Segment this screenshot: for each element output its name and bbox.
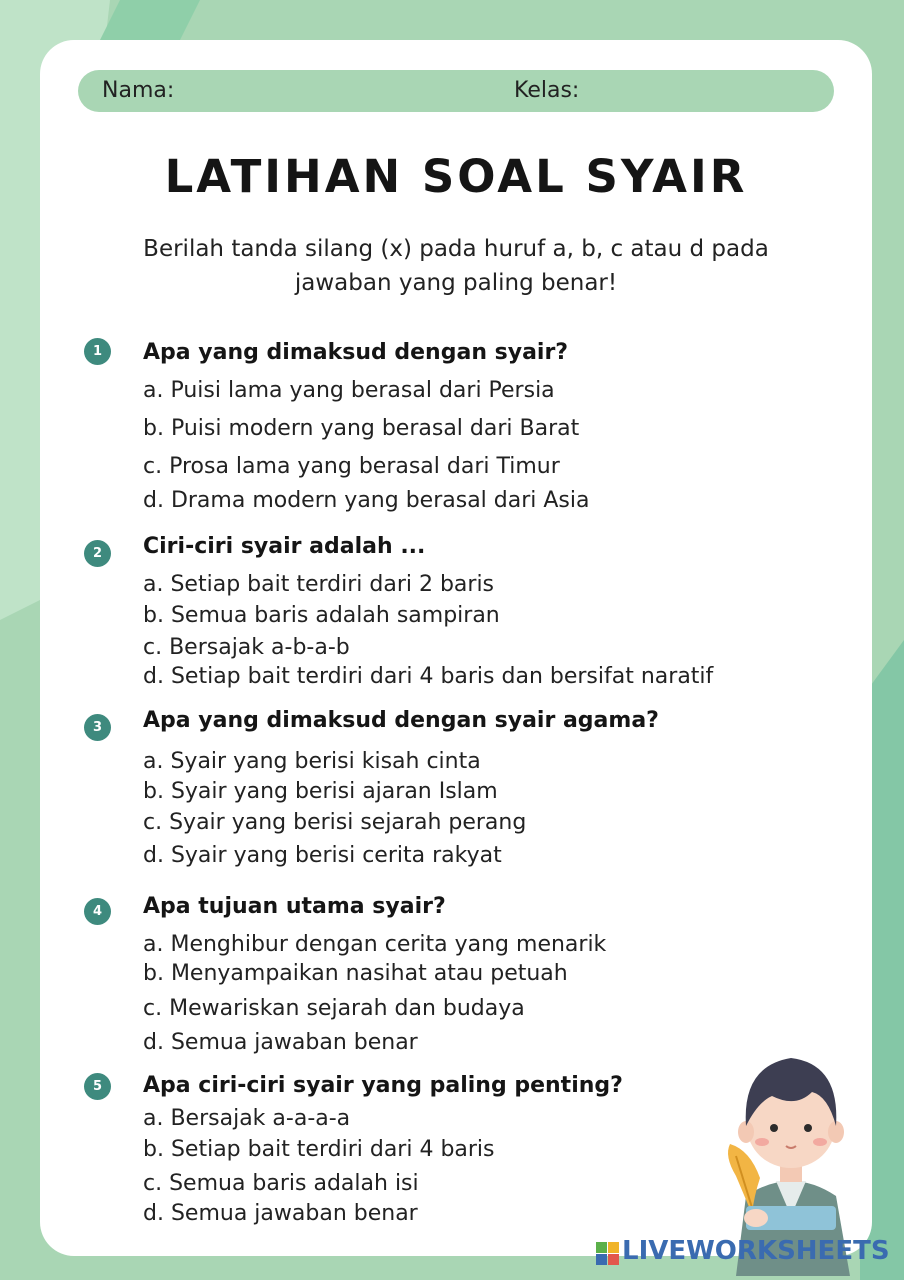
- page-title: LATIHAN SOAL SYAIR: [164, 150, 748, 203]
- option-c[interactable]: c. Semua baris adalah isi: [143, 1171, 419, 1196]
- option-b[interactable]: b. Semua baris adalah sampiran: [143, 603, 500, 628]
- question-text: Apa yang dimaksud dengan syair agama?: [143, 708, 659, 733]
- option-a[interactable]: a. Syair yang berisi kisah cinta: [143, 749, 481, 774]
- instruction-text: Berilah tanda silang (x) pada huruf a, b, c atau d pada jawaban yang paling benar!: [143, 236, 769, 296]
- option-c[interactable]: c. Prosa lama yang berasal dari Timur: [143, 454, 560, 479]
- option-a[interactable]: a. Setiap bait terdiri dari 2 baris: [143, 572, 495, 597]
- question-text: Apa tujuan utama syair?: [143, 894, 446, 919]
- option-a[interactable]: a. Bersajak a-a-a-a: [143, 1106, 351, 1131]
- option-c[interactable]: c. Bersajak a-b-a-b: [143, 635, 350, 660]
- option-d[interactable]: d. Syair yang berisi cerita rakyat: [143, 843, 502, 868]
- option-d[interactable]: d. Setiap bait terdiri dari 4 baris dan bersifat naratif: [143, 664, 714, 689]
- option-d[interactable]: d. Semua jawaban benar: [143, 1030, 418, 1055]
- question-number-badge: 4: [84, 898, 111, 925]
- option-c[interactable]: c. Mewariskan sejarah dan budaya: [143, 996, 525, 1021]
- option-d[interactable]: d. Drama modern yang berasal dari Asia: [143, 488, 590, 513]
- option-c[interactable]: c. Syair yang berisi sejarah perang: [143, 810, 527, 835]
- option-a[interactable]: a. Menghibur dengan cerita yang menarik: [143, 932, 607, 957]
- question-number-badge: 2: [84, 540, 111, 567]
- name-class-bar: [78, 70, 834, 112]
- option-b[interactable]: b. Setiap bait terdiri dari 4 baris: [143, 1137, 495, 1162]
- kelas-label: Kelas:: [514, 78, 580, 103]
- question-text: Apa ciri-ciri syair yang paling penting?: [143, 1073, 623, 1098]
- liveworksheets-logo-icon: [596, 1242, 620, 1266]
- option-b[interactable]: b. Syair yang berisi ajaran Islam: [143, 779, 498, 804]
- question-text: Ciri-ciri syair adalah ...: [143, 534, 426, 559]
- question-number-badge: 5: [84, 1073, 111, 1100]
- option-d[interactable]: d. Semua jawaban benar: [143, 1201, 418, 1226]
- option-b[interactable]: b. Menyampaikan nasihat atau petuah: [143, 961, 568, 986]
- liveworksheets-brand[interactable]: LIVEWORKSHEETS: [622, 1236, 890, 1266]
- option-a[interactable]: a. Puisi lama yang berasal dari Persia: [143, 378, 555, 403]
- question-text: Apa yang dimaksud dengan syair?: [143, 340, 569, 365]
- nama-label: Nama:: [102, 78, 175, 103]
- question-number-badge: 3: [84, 714, 111, 741]
- option-b[interactable]: b. Puisi modern yang berasal dari Barat: [143, 416, 580, 441]
- question-number-badge: 1: [84, 338, 111, 365]
